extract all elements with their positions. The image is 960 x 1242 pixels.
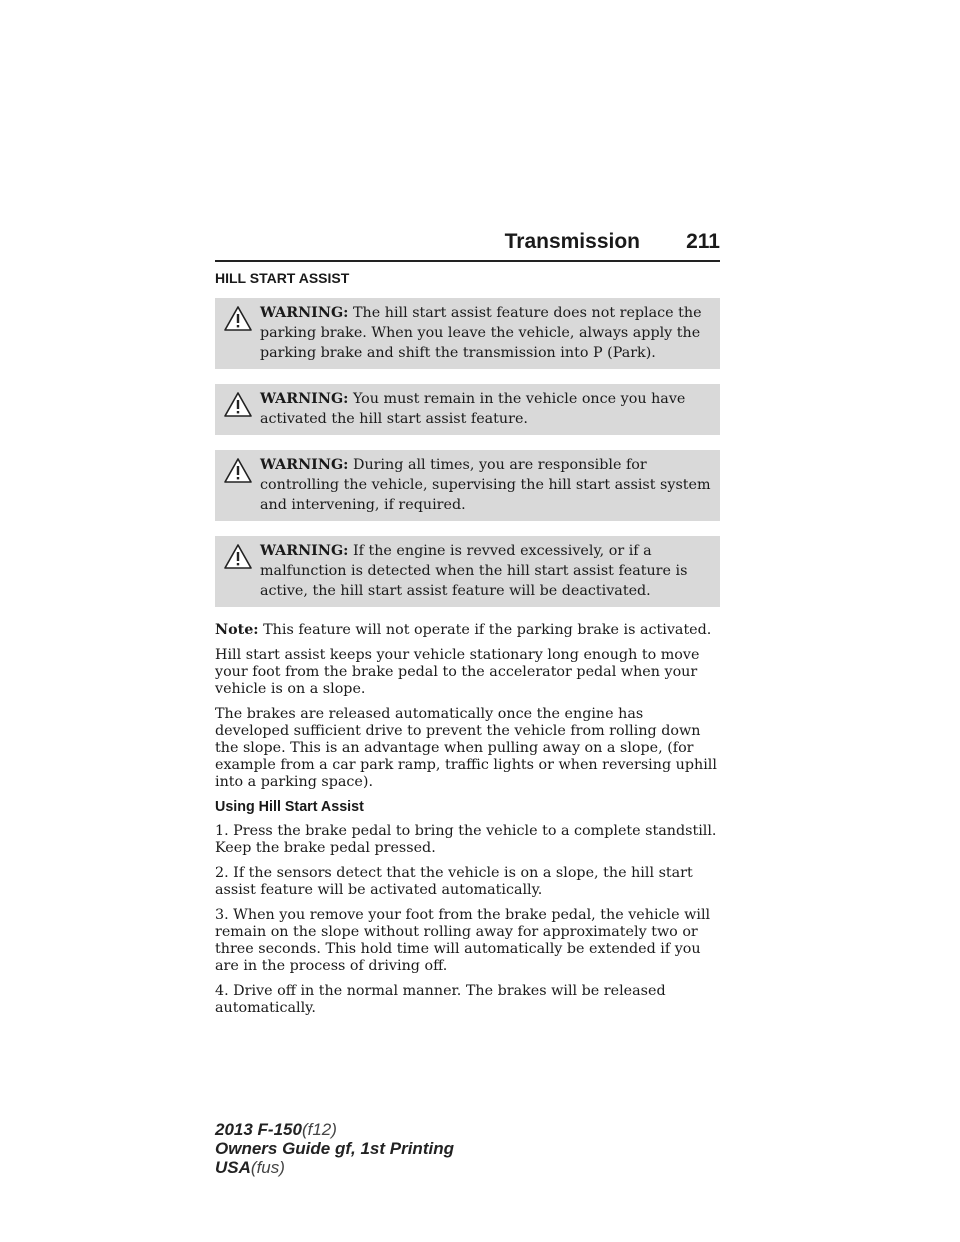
warning-text: You must remain in the vehicle once you have activated the hill start assist feature. xyxy=(260,391,686,427)
footer-line-1 xyxy=(215,1120,454,1139)
note-label: Note: xyxy=(215,622,259,638)
step-2: 2. If the sensors detect that the vehicle is on a slope, the hill start assist feature will be activated automatically. xyxy=(215,865,693,898)
subheading: Using Hill Start Assist xyxy=(215,799,364,815)
step-4: 4. Drive off in the normal manner. The brakes will be released automatically. xyxy=(215,983,666,1016)
note-paragraph xyxy=(215,622,720,639)
body-paragraph-2: The brakes are released automatically once the engine has developed sufficient drive to prevent the vehicle from rolling down the slope. This is an advantage when pulling away on a slope, (for example from a car park ramp, traffic lights or when reversing uphill into a parking space). xyxy=(215,706,717,790)
warning-triangle-icon xyxy=(223,543,253,570)
body-paragraph-1: Hill start assist keeps your vehicle stationary long enough to move your foot from the brake pedal to the accelerator pedal when your vehicle is on a slope. xyxy=(215,647,700,697)
chapter-title: Transmission xyxy=(504,230,640,253)
warning-triangle-icon xyxy=(223,391,253,418)
warning-label: WARNING: xyxy=(260,305,349,321)
warning-text: If the engine is revved excessively, or if a malfunction is detected when the hill start assist feature is active, the hill start assist feature will be deactivated. xyxy=(260,543,688,599)
page-number: 211 xyxy=(686,230,720,253)
section-title: HILL START ASSIST xyxy=(215,270,350,286)
footer-model: 2013 F-150 xyxy=(215,1120,302,1139)
running-head xyxy=(215,226,720,262)
footer-market: USA xyxy=(215,1158,251,1177)
footer-market-code: (fus) xyxy=(250,1158,285,1177)
warning-label: WARNING: xyxy=(260,457,349,473)
step-1: 1. Press the brake pedal to bring the vehicle to a complete standstill. Keep the brake pedal pressed. xyxy=(215,823,717,856)
warning-triangle-icon xyxy=(223,305,253,332)
warning-label: WARNING: xyxy=(260,543,349,559)
warning-box-3 xyxy=(215,450,720,521)
step-3: 3. When you remove your foot from the brake pedal, the vehicle will remain on the slope without rolling away for approximately two or three seconds. This hold time will automatically be extended if you are in the process of driving off. xyxy=(215,907,711,974)
footer-line-3 xyxy=(215,1158,454,1177)
footer-model-code: (f12) xyxy=(301,1120,337,1139)
print-footer xyxy=(215,1120,454,1177)
page-content xyxy=(215,270,720,1025)
warning-text: The hill start assist feature does not replace the parking brake. When you leave the vehicle, always apply the parking brake and shift the transmission into P (Park). xyxy=(260,305,702,361)
note-text: This feature will not operate if the parking brake is activated. xyxy=(263,622,712,638)
warning-text: During all times, you are responsible for controlling the vehicle, supervising the hill start assist system and intervening, if required. xyxy=(260,457,711,513)
footer-line-2: Owners Guide gf, 1st Printing xyxy=(215,1139,454,1158)
warning-box-2 xyxy=(215,384,720,435)
warning-triangle-icon xyxy=(223,457,253,484)
warning-box-4 xyxy=(215,536,720,607)
warning-box-1 xyxy=(215,298,720,369)
warning-label: WARNING: xyxy=(260,391,349,407)
